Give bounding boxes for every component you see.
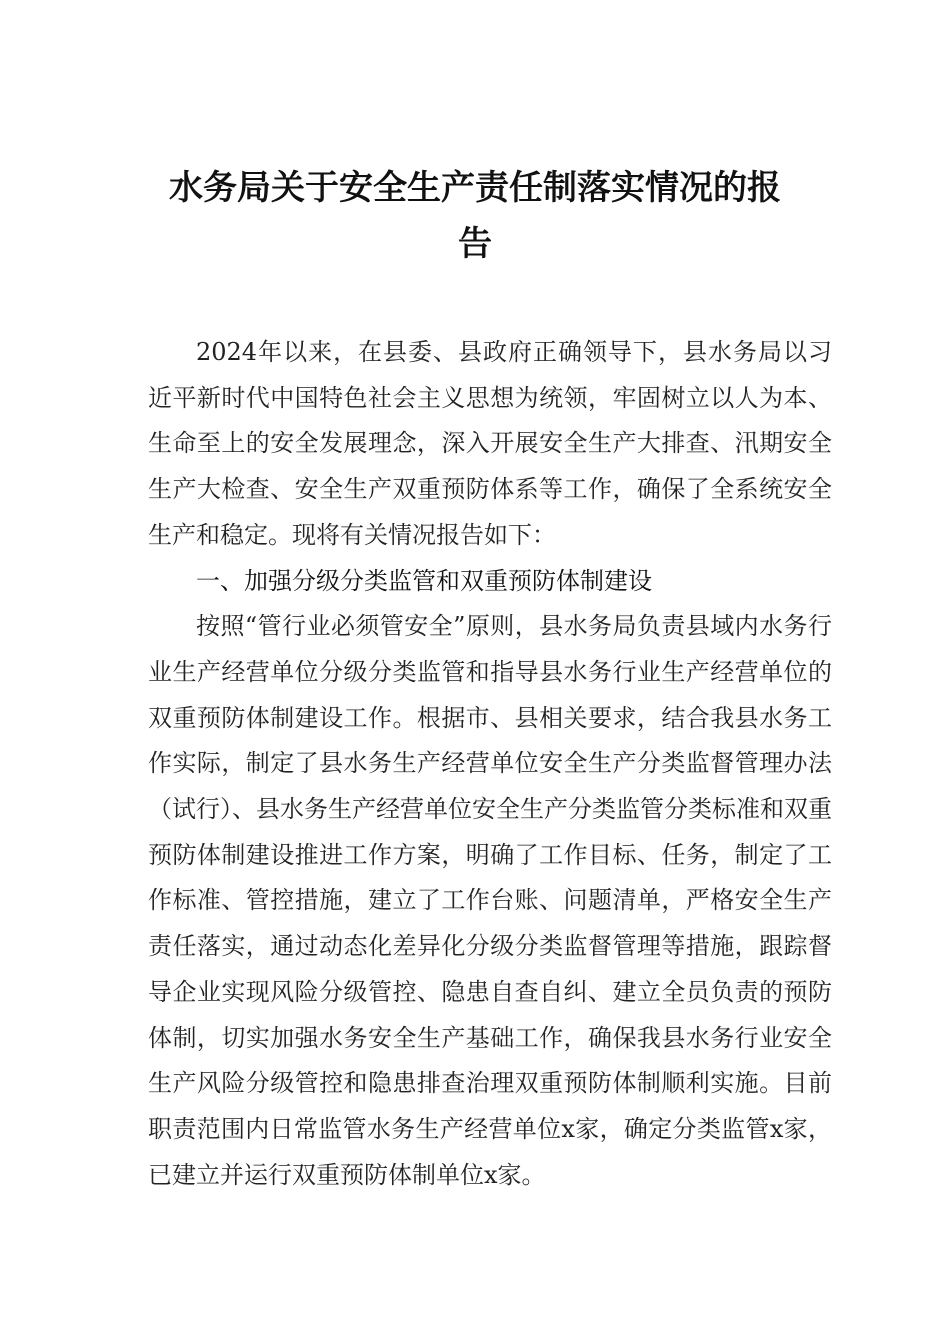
document-body bbox=[148, 330, 832, 1198]
section-paragraph: 按照“管行业必须管安全”原则，县水务局负责县域内水务行业生产经营单位分级分类监管和指导县水务行业生产经营单位的双重预防体制建设工作。根据市、县相关要求，结合我县水务工作实际，制定了县水务生产经营单位安全生产分类监督管理办法（试行）、县水务生产经营单位安全生产分类监管分类标准和双重预防体制建设推进工作方案，明确了工作目标、任务，制定了工作标准、管控措施，建立了工作台账、问题清单，严格安全生产责任落实，通过动态化差异化分级分类监督管理等措施，跟踪督导企业实现风险分级管控、隐患自查自纠、建立全员负责的预防体制，切实加强水务安全生产基础工作，确保我县水务行业安全生产风险分级管控和隐患排查治理双重预防体制顺利实施。目前职责范围内日常监管水务生产经营单位x家，确定分类监管x家，已建立并运行双重预防体制单位x家。 bbox=[148, 612, 832, 1189]
title-line-1: 水务局关于安全生产责任制落实情况的报 bbox=[169, 168, 781, 208]
title-line-2: 告 bbox=[458, 224, 492, 264]
section-heading: 一、加强分级分类监管和双重预防体制建设 bbox=[196, 566, 652, 595]
document-title bbox=[130, 160, 820, 272]
intro-paragraph: 2024年以来，在县委、县政府正确领导下，县水务局以习近平新时代中国特色社会主义思想为统领，牢固树立以人为本、生命至上的安全发展理念，深入开展安全生产大排查、汛期安全生产大检查、安全生产双重预防体系等工作，确保了全系统安全生产和稳定。现将有关情况报告如下： bbox=[148, 338, 832, 549]
